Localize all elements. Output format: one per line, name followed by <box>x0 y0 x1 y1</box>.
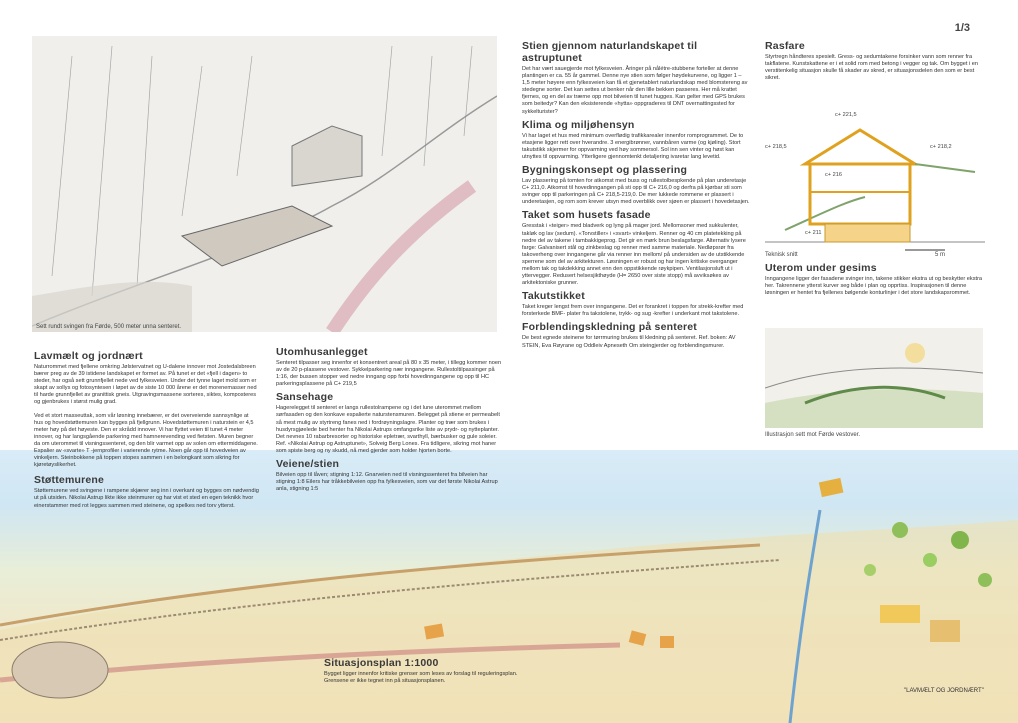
section-title: Taket som husets fasade <box>522 209 651 222</box>
section-utomhus <box>276 346 504 496</box>
section-title: Uterom under gesims <box>765 262 877 274</box>
uterom-caption: Illustrasjon sett mot Førde vestover. <box>765 432 861 438</box>
section-body: Vi har laget et hus med minimum overflødig trafikkarealer innenfor romprogrammet. De to etasjene ligger rett over hverandre. 3 energibrønner, vannbåren varme (og kjøling). Stort takutstikk skjermer for oppvarming ved høy sommersol. Sol inn sen vinter og høst kan utnyttes til oppvarming. Ytterligere gjennomtenkt detaljering ivaretar lang levetid. <box>522 132 744 160</box>
level-label: c+ 221,5 <box>835 112 857 118</box>
section-title: Forblendingskledning på senteret <box>522 321 698 334</box>
section-body: Ved et stort masseuttak, som vår løsning innebærer, er det overveiende sannsynlige at hus og hovedstøttemuren kan bygges på fjellgrunn. Hovedstøttemuren i naturstein er 4,5 meter høy på det høyeste. Den er skrådd innover. Vi har flyttet veien til tunet 4 meter innover, og har langsgående parkering med hamnerevending ved fietsten. Muren begner da om uterommet til visningssenteret, og den blir varmet opp av solen om ettermiddagene. Espalier av «svarte» T -jernprofiler i varierende rytme. Noen går opp til hovedveien av vinkeljern. Steinbokkene på toppen stopes sammen i en belongkant som sikring for kjøretøyslikerhet. <box>34 412 258 469</box>
section-title: Rasfare <box>765 40 805 52</box>
section-title: Bygningskonsept og plassering <box>522 164 688 177</box>
section-title: Utomhusanlegget <box>276 346 368 358</box>
section-body: Det har vært sauegjerde mot fylkesveien. Åringer på nålétre-stubbene forteller at denne plantingen er ca. 55 år gammel. Denne nye stien som følger høydekurvene, og ligger 1 – 1,5 meter høyere enn fylkesveien kan få et gjenetablert naturlandskap med blomstereng av stedegne sorter. Det kan settes ut benker når den lille bekken passeres. Her må krattet fjernes, og en del av trærne opp mot bilveien til tunet hugges. Kan gelter med GPS brukes som beitedyr? Kan den eksisterende «hytta» oppgraderes til DNT overnattingssted for sykkelturister? <box>522 66 748 115</box>
section-body: Senteret tilpasser seg innenfor et konsentrert areal på 80 x 35 meter, i tillegg kommer noen av de 20 p-plassene vestover. Sykkelparkering nær inngangene. Rullestoltilpassinger på 1:16, der bussen stopper ved nedre inngang opp forbi hovedinngangene og opp til HC parkeringsplassene på C+ 219,5 <box>276 360 502 388</box>
section-title: Stien gjennom naturlandskapet til astruptunet <box>522 40 698 64</box>
section-title: Sansehage <box>276 391 334 404</box>
section-title: Lavmælt og jordnært <box>34 350 143 362</box>
illustration-uterom <box>765 328 983 428</box>
section-title: Takutstikket <box>522 290 585 303</box>
uterom-drawing <box>765 328 983 428</box>
section-body: Lav plassering på tomten for atkomst med buss og rullestolbespkende på plan underetasje C+ 211,0. Atkomst til hovedinngangen på sti opp til C+ 216,0 og derfra på kjørbar sti som svinger opp til parkeringen på C+ 218,5-219,0. De mer lukkede rommene er plassert i underetasjen, og rom som krever utsyn med overblikk over sjøen er plassert i hovedetasjen. <box>522 178 750 206</box>
illustration-road-sketch <box>32 36 497 332</box>
section-body: Styrtregn håndteres spesielt. Gress- og sedumtakene forsinker vann som renner fra takflatene. Kunstskattene er i et solid rom med betong i vegger og tak. Om bygget i en verstitenkelig situasjon skulle få skader av skred, er situasjonsdelen den som er best sikret. <box>765 54 978 82</box>
section-body: Støttemurene ved svingene i rampene skjærer seg inn i overkant og bygges om nødvendig ut på utsiden. Nikolai Astrup likte ikke steinmurer og har vist et sted en egen teknikk hvor einerstammer med rot legges sammen med steinene, og spelkes ned torv ytterst. <box>34 488 259 509</box>
section-uterom <box>765 262 985 300</box>
pencil-sketch <box>32 36 497 332</box>
section-body: Bilveien opp til låven; stigning 1:12. Gnarveien ned til visningssenteret fra bilveien har stigning 1:8 Eilers har tråkkebilveien opp fra fylkesveien, som var det første Nikolai Astrup anla, stigning 1:5 <box>276 472 498 493</box>
sketch-caption: Sett rundt svingen fra Førde, 500 meter unna senteret. <box>36 324 182 330</box>
scale-label: 5 m <box>935 252 946 258</box>
level-label: c+ 218,2 <box>930 144 952 150</box>
map-label: "LAVMÆLT OG JORDNÆRT" <box>904 688 984 694</box>
situasjonsplan-body: Bygget ligger innenfor kritiske grenser som leses av forslag til reguleringsplan. Grensene er ikke tegnet inn på situasjonsplanen. <box>324 671 518 685</box>
section-lavmaelt <box>34 350 259 513</box>
section-title: Klima og miljøhensyn <box>522 118 635 131</box>
situasjonsplan-block <box>324 657 524 688</box>
section-title: Støttemurene <box>34 474 105 487</box>
section-caption: Teknisk snitt <box>765 252 798 258</box>
section-body: Inngangene ligger der fasadene svinger inn, takene stikker ekstra ut og beskytter ekstra her. Takrennene ytterst kurver seg både i plan og opprtiss. Inspirasjonen til denne løsningen er hentet fra fjellenes bølgende konturlinjer i det store landskapsrommet. <box>765 276 983 297</box>
page-number: 1/3 <box>954 22 970 34</box>
section-body: De best egnede steinene for tørrmuring brukes til kledning på senteret. Ref. boken: AV STEIN, Eva Røyrane og Oddleiv Apneseth Om steingjerder og forblendingsmurer. <box>522 335 736 349</box>
section-body: Hagerelegget til senteret er langs rullestolrampene og i det lune uterommet mellom sørfasaden og den konkave espalierte naturstensmuren. Belegget på stiene er permeabelt så mest mulig av styrtreng fanes ned i fordrøyningslagre. Planter og trær som brukes i husdyrsgjøelede bed henter fra Nikolai Astrups omfangsrike liste av prydr- og nytteplanter. Det nevnes 10 rabarbresorter og historiske epletrær, svarthyll, bærbusker og gule soleier. Ref. «Nikolai Astrup og Astruptunet», Solveig Berg Lones. Fra tidligere, sikring mot haner som spiste berg og ny skudd, nå med gjerder som holder hjorten borte. <box>276 405 500 454</box>
section-body: Taket kreger lengst frem over inngangene. Det er forankret i toppen for strekk-krefter med forsterkede BMF- plater fra takstolene, trykk- og sug -krefter i underkant mot takstolene. <box>522 304 744 318</box>
column-right <box>765 40 985 85</box>
section-drawing <box>765 112 985 262</box>
level-label: c+ 218,5 <box>765 144 787 150</box>
column-center-right <box>522 40 750 353</box>
section-body: Gresstak i «teiger» med bladverk og lyng på mager jord. Mellomsoner med sukkulenter, takløk og lav (sedum). «Torvstiller» i «svart» vinkeljern. Renner og 40 cm platetekking på nedre del av takene i tambakkigeprog. Det gir en mørk brun beslagsfarge. Alternativ lysere farge: Galvanisert stål og zinkbeslag og renner med samme materiale. Nedløpsrør fra takoverheng over inngangene går via renner inn mellom/ på undersiden av de utstikkende sperrene som del av arkitekturen. Løsningen er robust og har ingen kritiske overganger mellom tak og takdekking annet enn den oppstikkende røykpipen. Ventilasjonsluft ut i yttervegger. Redusert helsesjikthøyde (H= 2650 over siste stopp) må avviksøkes av arkitektoniske grunner. <box>522 223 746 287</box>
technical-section <box>765 112 985 262</box>
situasjonsplan-title: Situasjonsplan 1:1000 <box>324 657 439 669</box>
level-label: c+ 211 <box>805 230 822 236</box>
level-label: c+ 216 <box>825 172 842 178</box>
section-body: Naturrommet med fjellene omkring Jølstervatnet og U-dalene innover mot Jostedalsbreen bærer preg av de 39 istidene landskapet er formet av. På tunet er det «fjell i dagen» to steder, har også sett grunnfjellet nede ved fylkesveien. Under det tynne laget mold som er skapt av sollys og fotosyntesen i løpet av de siste 10 000 årene er det morenemasser ned til harde grunnfjellet av granittisk gneis. Utgravingsmassene sorteres, siktes, komposteres og gjenbrukes i størst mulig grad. <box>34 364 257 406</box>
section-title: Veiene/stien <box>276 458 340 471</box>
